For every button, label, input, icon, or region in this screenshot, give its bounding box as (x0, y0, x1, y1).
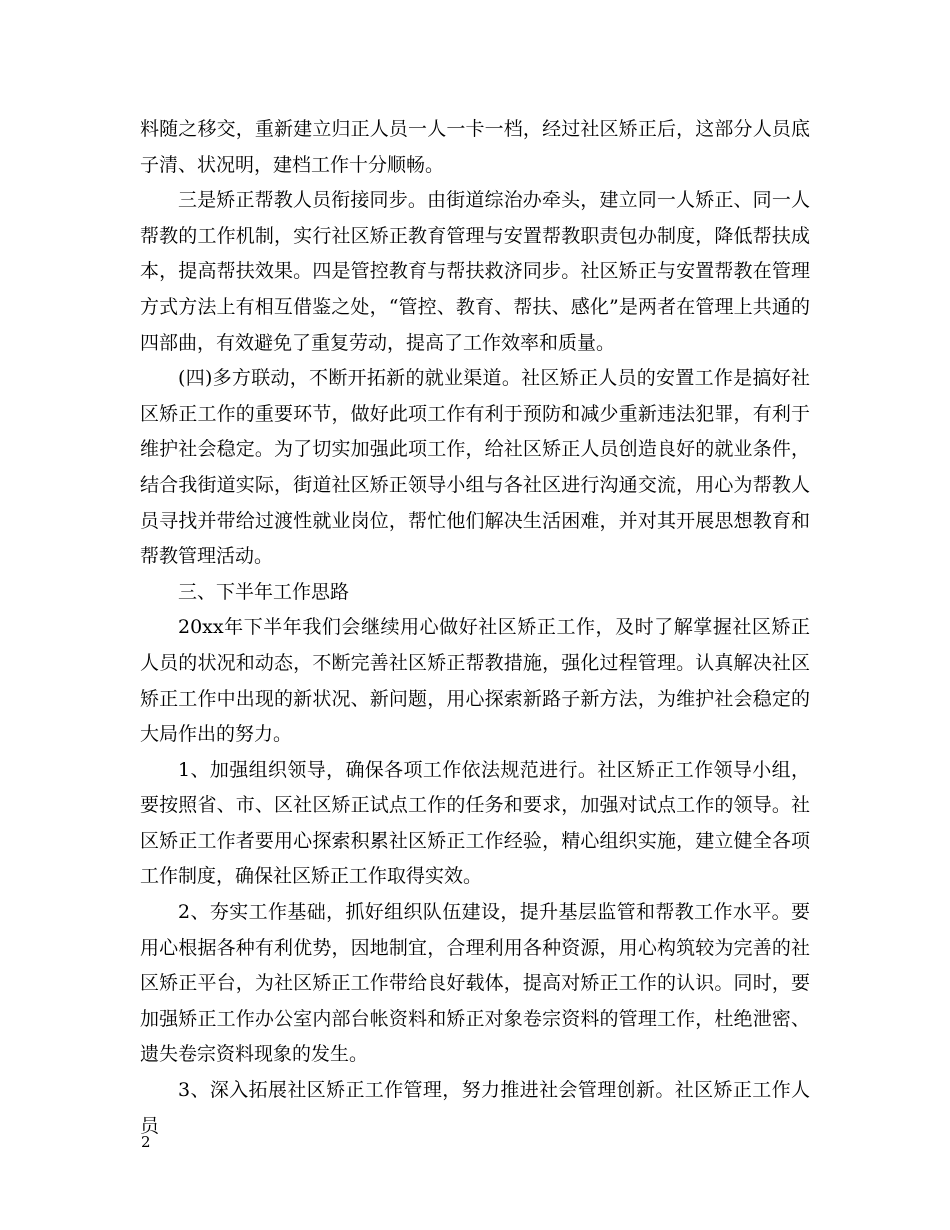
paragraph: 20xx年下半年我们会继续用心做好社区矫正工作，及时了解掌握社区矫正人员的状况和动态，不断完善社区矫正帮教措施，强化过程管理。认真解决社区矫正工作中出现的新状况、新问题，用心探索新路子新方法，为维护社会稳定的大局作出的努力。 (140, 616, 810, 746)
paragraph: 料随之移交，重新建立归正人员一人一卡一档，经过社区矫正后，这部分人员底子清、状况明，建档工作十分顺畅。 (140, 118, 810, 176)
document-body (140, 112, 810, 1144)
paragraph: 3、深入拓展社区矫正工作管理，努力推进社会管理创新。社区矫正工作人员 (140, 1079, 810, 1137)
section-heading: 三、下半年工作思路 (178, 580, 350, 603)
page-number: 2 (141, 1133, 151, 1151)
paragraph: (四)多方联动，不断开拓新的就业渠道。社区矫正人员的安置工作是搞好社区矫正工作的重要环节，做好此项工作有利于预防和减少重新违法犯罪，有利于维护社会稳定。为了切实加强此项工作，给社区矫正人员创造良好的就业条件，结合我街道实际，街道社区矫正领导小组与各社区进行沟通交流，用心为帮教人员寻找并带给过渡性就业岗位，帮忙他们解决生活困难，并对其开展思想教育和帮教管理活动。 (140, 367, 810, 568)
paragraph: 三是矫正帮教人员衔接同步。由街道综治办牵头，建立同一人矫正、同一人帮教的工作机制，实行社区矫正教育管理与安置帮教职责包办制度，降低帮扶成本，提高帮扶效果。四是管控教育与帮扶救济同步。社区矫正与安置帮教在管理方式方法上有相互借鉴之处，“管控、教育、帮扶、感化”是两者在管理上共通的四部曲，有效避免了重复劳动，提高了工作效率和质量。 (140, 189, 810, 354)
paragraph: 1、加强组织领导，确保各项工作依法规范进行。社区矫正工作领导小组，要按照省、市、区社区矫正试点工作的任务和要求，加强对试点工作的领导。社区矫正工作者要用心探索积累社区矫正工作经验，精心组织实施，建立健全各项工作制度，确保社区矫正工作取得实效。 (140, 758, 810, 888)
paragraph: 2、夯实工作基础，抓好组织队伍建设，提升基层监管和帮教工作水平。要用心根据各种有利优势，因地制宜，合理利用各种资源，用心构筑较为完善的社区矫正平台，为社区矫正工作带给良好载体，提高对矫正工作的认识。同时，要加强矫正工作办公室内部台帐资料和矫正对象卷宗资料的管理工作，杜绝泄密、遗失卷宗资料现象的发生。 (140, 901, 810, 1066)
